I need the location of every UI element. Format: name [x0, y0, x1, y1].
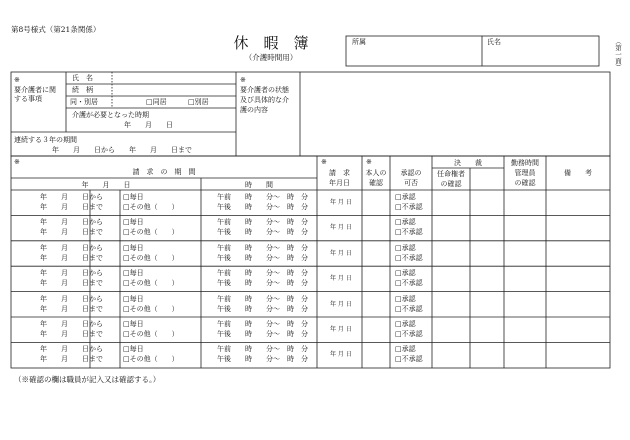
row-date-from: 年 月 日から: [40, 243, 103, 252]
row-time-am: 午前 時 分〜 時 分: [217, 345, 308, 354]
condition-label-2: 及び具体的な介: [240, 96, 289, 104]
row-time-am: 午前 時 分〜 時 分: [217, 218, 308, 227]
row-time-am: 午前 時 分〜 時 分: [217, 294, 308, 303]
footnote: （※確認の欄は職員が記入又は確認する。）: [14, 375, 161, 384]
caregiver-label-2: する事項: [14, 95, 42, 103]
self-confirm-header-1: 本人の: [365, 169, 387, 177]
row-disapprove-checkbox[interactable]: □不承認: [395, 330, 423, 338]
manager-header-1: 勤務時間: [511, 159, 539, 167]
row-other-checkbox[interactable]: □その他（ ）: [123, 228, 179, 237]
row-date-from: 年 月 日から: [40, 345, 103, 354]
remarks-header: 備 考: [564, 169, 592, 177]
row-request-date: 年 月 日: [330, 326, 352, 333]
row-time-pm: 午後 時 分〜 時 分: [217, 228, 308, 237]
table-mark: ※: [14, 158, 20, 166]
row-request-date: 年 月 日: [330, 199, 352, 206]
row-approve-checkbox[interactable]: □承認: [395, 345, 416, 354]
row-date-from: 年 月 日から: [40, 320, 103, 328]
request-date-mark: ※: [321, 158, 327, 166]
row-disapprove-checkbox[interactable]: □不承認: [395, 253, 423, 262]
continuous-value: 年 月 日から 年 月 日まで: [52, 146, 192, 154]
row-other-checkbox[interactable]: □その他（ ）: [123, 355, 179, 364]
authority-header-2: の確認: [440, 180, 462, 188]
row-date-to: 年 月 日まで: [40, 203, 103, 211]
row-approve-checkbox[interactable]: □承認: [395, 294, 416, 303]
row-request-date: 年 月 日: [330, 224, 352, 232]
row-disapprove-checkbox[interactable]: □不承認: [395, 279, 423, 288]
authority-header-1: 任命権者: [437, 170, 465, 178]
row-other-checkbox[interactable]: □その他（ ）: [123, 279, 179, 288]
row-disapprove-checkbox[interactable]: □不承認: [395, 304, 423, 313]
cohabit-option-separate[interactable]: □別居: [188, 98, 209, 106]
approval-header-2: 可否: [404, 179, 418, 187]
request-date-header-1: 請 求: [329, 169, 350, 177]
row-time-pm: 午後 時 分〜 時 分: [217, 203, 308, 211]
row-daily-checkbox[interactable]: □毎日: [123, 345, 144, 354]
row-disapprove-checkbox[interactable]: □不承認: [395, 203, 423, 211]
row-approve-checkbox[interactable]: □承認: [395, 320, 416, 328]
row-time-am: 午前 時 分〜 時 分: [217, 243, 308, 252]
caregiver-name-label: 氏 名: [72, 74, 93, 82]
row-daily-checkbox[interactable]: □毎日: [123, 294, 144, 303]
row-date-from: 年 月 日から: [40, 269, 103, 278]
approval-header-1: 承認の: [400, 169, 422, 177]
date-subheader: 年 月 日: [81, 181, 131, 189]
self-confirm-header-2: 確認: [369, 179, 383, 187]
row-time-am: 午前 時 分〜 時 分: [217, 320, 308, 328]
manager-header-2: 管理員: [514, 169, 536, 177]
row-time-pm: 午後 時 分〜 時 分: [217, 304, 308, 313]
row-approve-checkbox[interactable]: □承認: [395, 193, 416, 201]
row-daily-checkbox[interactable]: □毎日: [123, 269, 144, 278]
row-approve-checkbox[interactable]: □承認: [395, 218, 416, 227]
continuous-label: 連続する３年の期間: [14, 136, 77, 144]
caregiver-mark: ※: [14, 76, 20, 84]
row-date-from: 年 月 日から: [40, 294, 103, 303]
row-other-checkbox[interactable]: □その他（ ）: [123, 330, 179, 338]
row-other-checkbox[interactable]: □その他（ ）: [123, 304, 179, 313]
row-date-from: 年 月 日から: [40, 218, 103, 227]
form-subtitle: （介護時間用）: [244, 53, 298, 62]
caregiver-relation-label: 続 柄: [72, 86, 93, 94]
row-time-am: 午前 時 分〜 時 分: [217, 193, 308, 201]
row-request-date: 年 月 日: [330, 275, 352, 283]
row-date-to: 年 月 日まで: [40, 330, 103, 338]
request-period-header: 請 求 の 期 間: [132, 168, 196, 176]
row-request-date: 年 月 日: [330, 300, 352, 308]
row-disapprove-checkbox[interactable]: □不承認: [395, 355, 423, 364]
caregiver-cohabit-label: 同・別居: [70, 98, 98, 106]
row-date-to: 年 月 日まで: [40, 228, 103, 237]
self-confirm-mark: ※: [366, 158, 372, 166]
row-approve-checkbox[interactable]: □承認: [395, 243, 416, 252]
time-subheader: 時 間: [245, 181, 273, 189]
row-approve-checkbox[interactable]: □承認: [395, 269, 416, 278]
row-date-to: 年 月 日まで: [40, 304, 103, 313]
row-disapprove-checkbox[interactable]: □不承認: [395, 228, 423, 237]
care-period-value: 年 月 日: [124, 121, 173, 129]
row-time-pm: 午後 時 分〜 時 分: [217, 355, 308, 364]
row-date-to: 年 月 日まで: [40, 253, 103, 262]
form-number: 第8号様式（第21条関係）: [11, 25, 101, 34]
row-other-checkbox[interactable]: □その他（ ）: [123, 203, 179, 211]
row-time-pm: 午後 時 分〜 時 分: [217, 253, 308, 262]
row-daily-checkbox[interactable]: □毎日: [123, 218, 144, 227]
row-time-am: 午前 時 分〜 時 分: [217, 269, 308, 278]
cohabit-option-together[interactable]: □同居: [146, 98, 167, 106]
row-time-pm: 午後 時 分〜 時 分: [217, 279, 308, 288]
row-daily-checkbox[interactable]: □毎日: [123, 320, 144, 328]
condition-label-1: 要介護者の状態: [240, 86, 289, 94]
row-date-from: 年 月 日から: [40, 193, 103, 201]
row-request-date: 年 月 日: [330, 351, 352, 359]
care-period-label: 介護が必要となった時期: [72, 111, 149, 119]
caregiver-label-1: 要介護者に関: [14, 86, 56, 94]
department-label: 所属: [352, 38, 366, 46]
condition-mark: ※: [240, 76, 246, 84]
row-daily-checkbox[interactable]: □毎日: [123, 243, 144, 252]
row-date-to: 年 月 日まで: [40, 355, 103, 364]
row-date-to: 年 月 日まで: [40, 279, 103, 288]
row-request-date: 年 月 日: [330, 249, 352, 257]
row-daily-checkbox[interactable]: □毎日: [123, 193, 144, 201]
decision-header: 決 裁: [454, 159, 482, 167]
condition-label-3: 護の内容: [240, 106, 268, 114]
name-label: 氏名: [487, 38, 501, 46]
side-note: （第一面）: [614, 38, 622, 71]
request-date-header-2: 年月日: [329, 179, 350, 187]
row-time-pm: 午後 時 分〜 時 分: [217, 330, 308, 338]
manager-header-3: の確認: [514, 179, 536, 187]
form-title: 休 暇 簿: [233, 34, 309, 52]
row-other-checkbox[interactable]: □その他（ ）: [123, 253, 179, 262]
